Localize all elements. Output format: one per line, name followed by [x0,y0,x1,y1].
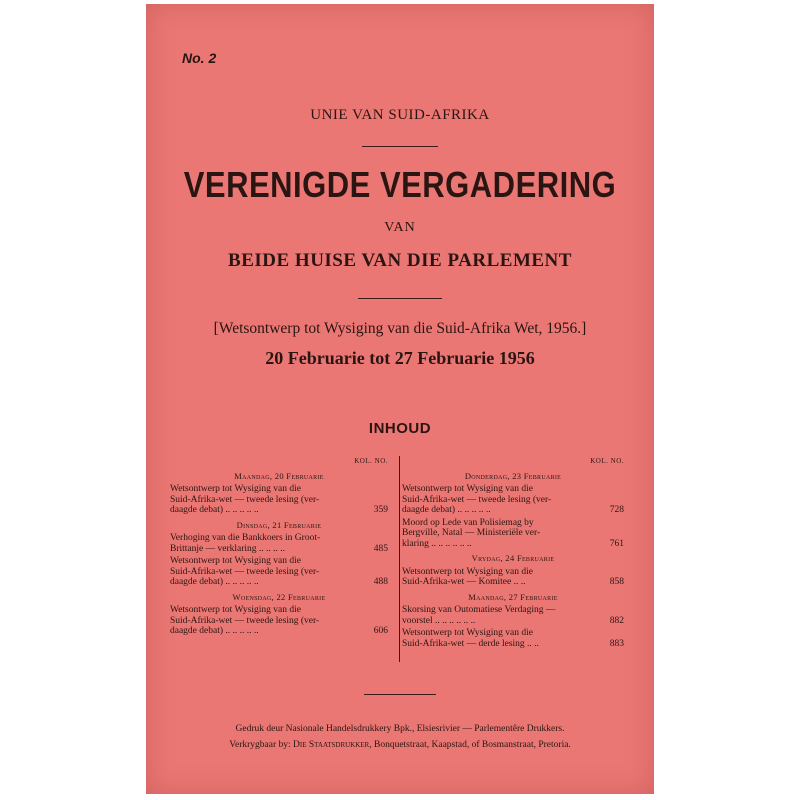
entry-column-number: 728 [609,505,624,515]
entry-text: Wetsontwerp tot Wysiging van die Suid-Afrika-wet — tweede lesing (ver- daagde debat) .. .. .. .. .. [170,556,320,587]
van-line: VAN [384,220,416,235]
entry-column-number: 488 [373,577,388,587]
day-heading: Vrydag, 24 Februarie [471,553,555,563]
entry-text: Wetsontwerp tot Wysiging van die Suid-Afrika-wet — Komitee .. .. [402,566,533,587]
column-divider [399,456,400,662]
availability-name: Die Staatsdrukker [293,740,370,750]
entry-text: Skorsing van Outomatiese Verdaging — voorstel .. .. .. .. .. .. [402,605,556,626]
availability-line [146,740,654,750]
contents-entry [402,518,624,550]
entry-text: Wetsontwerp tot Wysiging van die Suid-Afrika-wet — tweede lesing (ver- daagde debat) .. .. .. .. .. [402,484,552,515]
contents-heading: INHOUD [368,420,432,437]
entry-column-number: 606 [373,626,388,636]
entry-text: Wetsontwerp tot Wysiging van die Suid-Afrika-wet — tweede lesing (ver- daagde debat) .. .. .. .. .. [170,484,320,515]
document-page [146,4,654,794]
printer-line: Gedruk deur Nasionale Handelsdrukkery Bpk., Elsiesrivier — Parlementêre Drukkers. [235,724,565,734]
kol-label: KOL. NO. [590,457,624,465]
contents-entry [402,628,624,649]
right-entries [402,471,624,650]
left-entries [170,471,388,637]
entry-text: Verhoging van die Bankkoers in Groot- Brittanje — verklaring .. .. .. .. [170,533,321,554]
entry-column-number: 883 [609,638,624,649]
divider [362,146,438,147]
availability-suffix: , Bonquetstraat, Kaapstad, of Bosmanstraat, Pretoria. [369,740,571,750]
entry-text: Wetsontwerp tot Wysiging van die Suid-Afrika-wet — derde lesing .. .. [402,628,539,649]
day-heading: Woensdag, 22 Februarie [232,591,326,602]
bill-title: [Wetsontwerp tot Wysiging van die Suid-Afrika Wet, 1956.] [213,320,587,337]
entry-column-number: 359 [373,505,388,515]
contents-entry [170,484,388,516]
entry-column-number: 882 [609,615,624,626]
entry-text: Moord op Lede van Polisiemag by Bergville, Natal — Ministeriële ver- klaring .. .. .. .. .. .. [402,517,541,549]
entry-text: Wetsontwerp tot Wysiging van die Suid-Afrika-wet — tweede lesing (ver- daagde debat) .. .. .. .. .. [170,605,320,636]
contents-entry [170,605,388,637]
entry-column-number: 858 [609,577,624,587]
entry-column-number: 485 [373,543,388,554]
day-heading: Donderdag, 23 Februarie [464,470,562,481]
contents-entry [402,567,624,588]
contents-entry [170,533,388,554]
contents-entry [170,556,388,588]
contents-entry [402,484,624,516]
day-heading: Maandag, 27 Februarie [468,591,558,602]
divider [364,694,436,695]
divider [358,298,442,299]
contents-left-column [170,456,388,639]
date-range: 20 Februarie tot 27 Februarie 1956 [265,348,535,368]
contents-right-column [402,456,624,651]
day-heading: Maandag, 20 Februarie [234,470,324,481]
contents-entry [402,605,624,626]
document-title: VERENIGDE VERGADERING [183,164,617,206]
kol-label: KOL. NO. [354,457,388,465]
document-subtitle: BEIDE HUISE VAN DIE PARLEMENT [228,250,572,271]
availability-prefix: Verkrygbaar by: [229,740,291,750]
day-heading: Dinsdag, 21 Februarie [236,519,322,530]
entry-column-number: 761 [609,538,624,549]
issue-number: No. 2 [182,50,217,66]
country-heading: UNIE VAN SUID-AFRIKA [310,107,490,123]
